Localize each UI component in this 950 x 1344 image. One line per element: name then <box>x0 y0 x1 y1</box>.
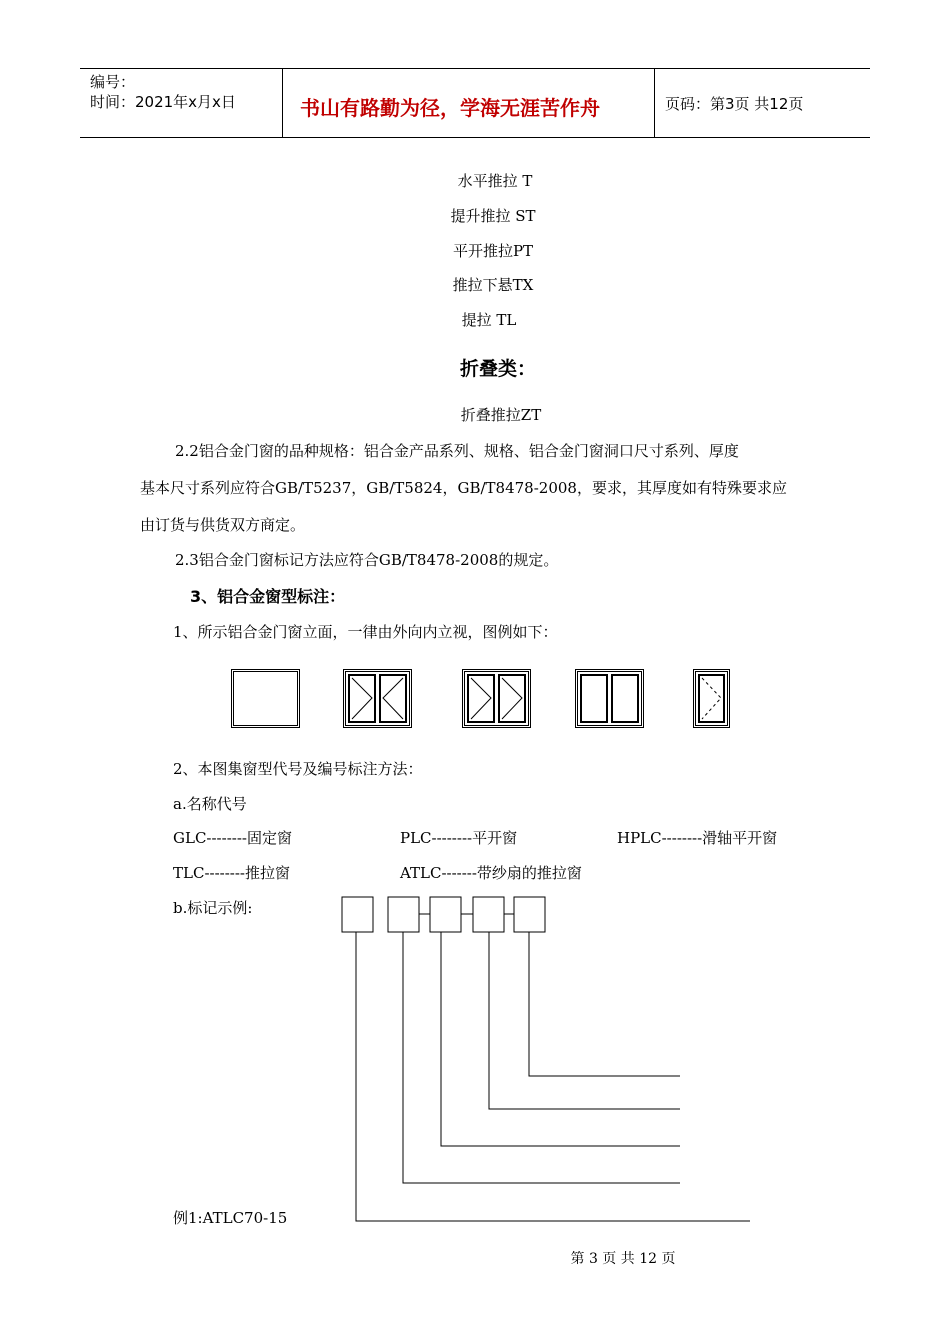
paragraph-line: 2.2铝合金门窗的品种规格：铝合金产品系列、规格、铝合金门窗洞口尺寸系列、厚度 <box>175 442 739 460</box>
code-box <box>430 897 461 932</box>
code-box <box>388 897 419 932</box>
paragraph: 1、所示铝合金门窗立面，一律由外向内立视，图例如下： <box>173 623 558 641</box>
code-entry: GLC--------固定窗 <box>173 829 292 847</box>
code-entry: PLC--------平开窗 <box>400 829 518 847</box>
paragraph: 2、本图集窗型代号及编号标注方法： <box>173 760 423 778</box>
paragraph-line: 基本尺寸系列应符合GB/T5237，GB/T5824，GB/T8478-2008，要求，其厚度如有特殊要求应 <box>140 479 787 497</box>
paragraph-line: 由订货与供货双方商定。 <box>140 516 306 534</box>
opening-indicator <box>702 678 721 719</box>
code-box <box>514 897 545 932</box>
list-item: 提拉 TL <box>461 311 517 329</box>
list-item: 水平推拉 T <box>457 172 533 190</box>
leader-line <box>529 932 680 1076</box>
page-info: 页码：第3页 共12页 <box>665 95 804 113</box>
leader-line <box>489 932 680 1109</box>
code-entry: TLC--------推拉窗 <box>173 864 290 882</box>
leader-line <box>441 932 680 1146</box>
list-item: 平开推拉PT <box>452 242 534 260</box>
label: b.标记示例: <box>173 899 253 917</box>
doc-time-label: 时间：2021年x月x日 <box>90 93 236 111</box>
leader-line <box>403 932 680 1183</box>
list-item: 提升推拉 ST <box>450 207 536 225</box>
code-entry: HPLC--------滑轴平开窗 <box>617 829 778 847</box>
list-item: 折叠推拉ZT <box>460 406 542 424</box>
folding-heading: 折叠类： <box>459 358 536 380</box>
doc-number-label: 编号： <box>90 73 136 91</box>
list-item: 推拉下悬TX <box>452 276 534 294</box>
page-footer: 第 3 页 共 12 页 <box>570 1251 676 1267</box>
header-motto: 书山有路勤为径，学海无涯苦作舟 <box>300 96 600 120</box>
example-label: 例1:ATLC70-15 <box>173 1209 288 1227</box>
code-box <box>342 897 373 932</box>
opening-indicator <box>502 678 522 719</box>
paragraph: 2.3铝合金门窗标记方法应符合GB/T8478-2008的规定。 <box>175 551 559 569</box>
opening-indicator <box>471 678 491 719</box>
section-heading: 3、铝合金窗型标注： <box>190 587 346 606</box>
opening-indicator <box>352 678 372 719</box>
code-entry: ATLC-------带纱扇的推拉窗 <box>400 864 582 882</box>
code-box <box>473 897 504 932</box>
label: a.名称代号 <box>173 795 247 813</box>
opening-indicator <box>383 678 403 719</box>
